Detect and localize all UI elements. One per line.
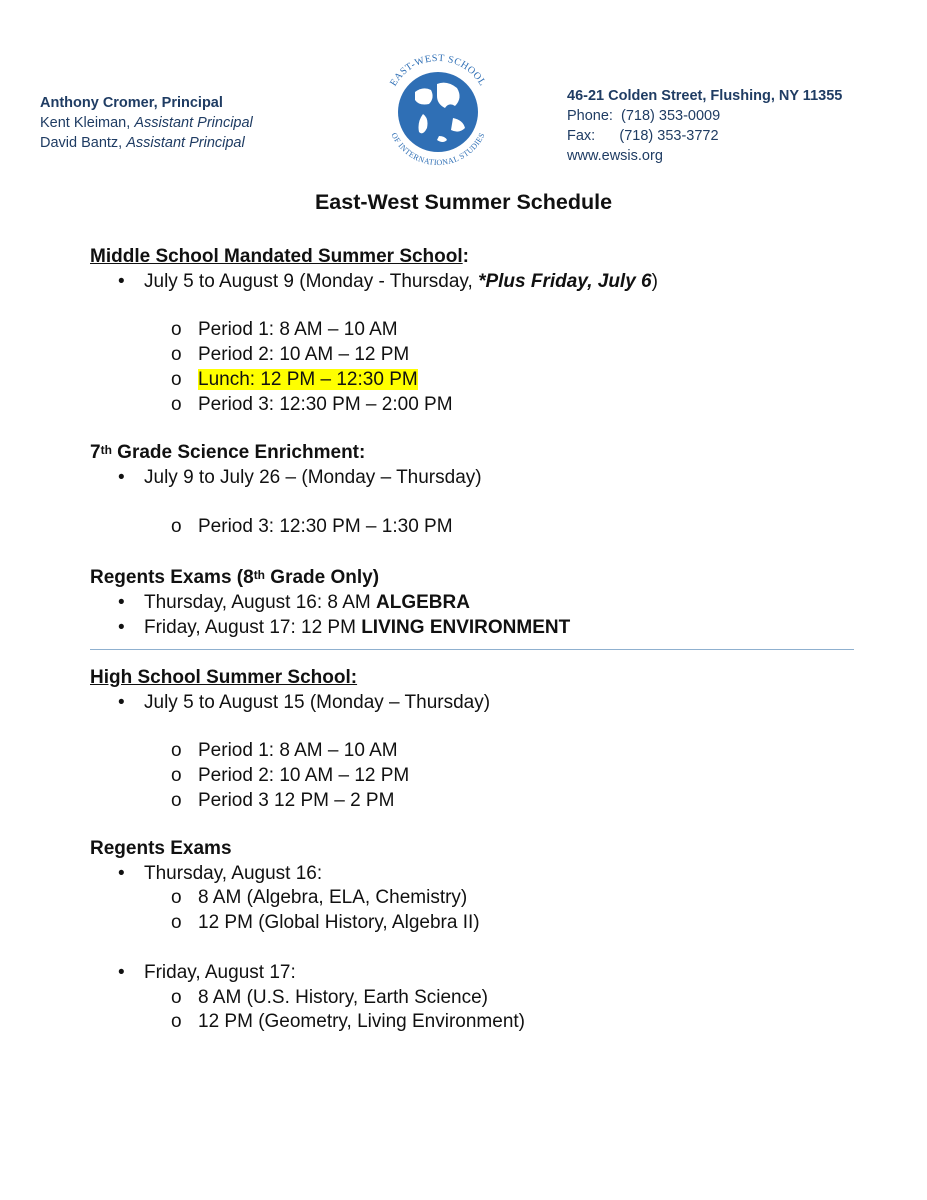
- ms-period-1: o Period 1: 8 AM – 10 AM: [198, 318, 398, 343]
- ms-period-2: o Period 2: 10 AM – 12 PM: [198, 343, 409, 368]
- principal-name: Anthony Cromer, Principal: [40, 95, 223, 111]
- fax-line: Fax: (718) 353-3772: [567, 128, 719, 144]
- science-enrichment-heading: 7th Grade Science Enrichment:: [90, 442, 366, 463]
- hs-regents-heading: Regents Exams: [90, 838, 232, 859]
- assistant-principal-1: Kent Kleiman, Assistant Principal: [40, 115, 253, 131]
- hs-regents-day-1-slot-1: o 8 AM (Algebra, ELA, Chemistry): [198, 886, 467, 911]
- phone-line: Phone: (718) 353-0009: [567, 108, 721, 124]
- hs-regents-day-2-slot-2: o 12 PM (Geometry, Living Environment): [198, 1010, 525, 1035]
- science-dates: • July 9 to July 26 – (Monday – Thursday): [144, 466, 482, 491]
- science-period: o Period 3: 12:30 PM – 1:30 PM: [198, 515, 453, 540]
- hs-period-3: o Period 3 12 PM – 2 PM: [198, 789, 394, 814]
- hs-dates: • July 5 to August 15 (Monday – Thursday): [144, 691, 490, 716]
- hs-regents-day-2: • Friday, August 17:: [144, 961, 296, 986]
- hs-regents-day-2-slot-1: o 8 AM (U.S. History, Earth Science): [198, 986, 488, 1011]
- hs-regents-day-1: • Thursday, August 16:: [144, 862, 322, 887]
- ms-period-3: o Period 3: 12:30 PM – 2:00 PM: [198, 393, 453, 418]
- ms-dates: • July 5 to August 9 (Monday - Thursday, *Plus Friday, July 6): [144, 270, 658, 295]
- ms-regents-item-1: • Thursday, August 16: 8 AM ALGEBRA: [144, 591, 470, 616]
- letterhead-contact: [567, 86, 842, 166]
- ms-summer-heading: Middle School Mandated Summer School:: [90, 246, 469, 267]
- ms-regents-heading: Regents Exams (8th Grade Only): [90, 567, 380, 588]
- hs-period-2: o Period 2: 10 AM – 12 PM: [198, 764, 409, 789]
- school-address: 46-21 Colden Street, Flushing, NY 11355: [567, 88, 843, 104]
- logo-bottom-text: OF INTERNATIONAL STUDIES: [389, 131, 487, 168]
- school-logo-globe-icon: [375, 44, 501, 174]
- section-divider: [90, 649, 854, 650]
- hs-summer-heading: High School Summer School:: [90, 667, 358, 688]
- website-link[interactable]: www.ewsis.org: [567, 148, 663, 164]
- ms-lunch: o Lunch: 12 PM – 12:30 PM: [198, 368, 418, 393]
- hs-regents-day-1-slot-2: o 12 PM (Global History, Algebra II): [198, 911, 480, 936]
- ms-regents-item-2: • Friday, August 17: 12 PM LIVING ENVIRONMENT: [144, 616, 570, 641]
- page-title: East-West Summer Schedule: [314, 190, 613, 214]
- assistant-principal-2: David Bantz, Assistant Principal: [40, 135, 245, 151]
- logo-top-text: EAST-WEST SCHOOL: [388, 52, 488, 89]
- letterhead-staff: [40, 93, 253, 153]
- hs-period-1: o Period 1: 8 AM – 10 AM: [198, 739, 398, 764]
